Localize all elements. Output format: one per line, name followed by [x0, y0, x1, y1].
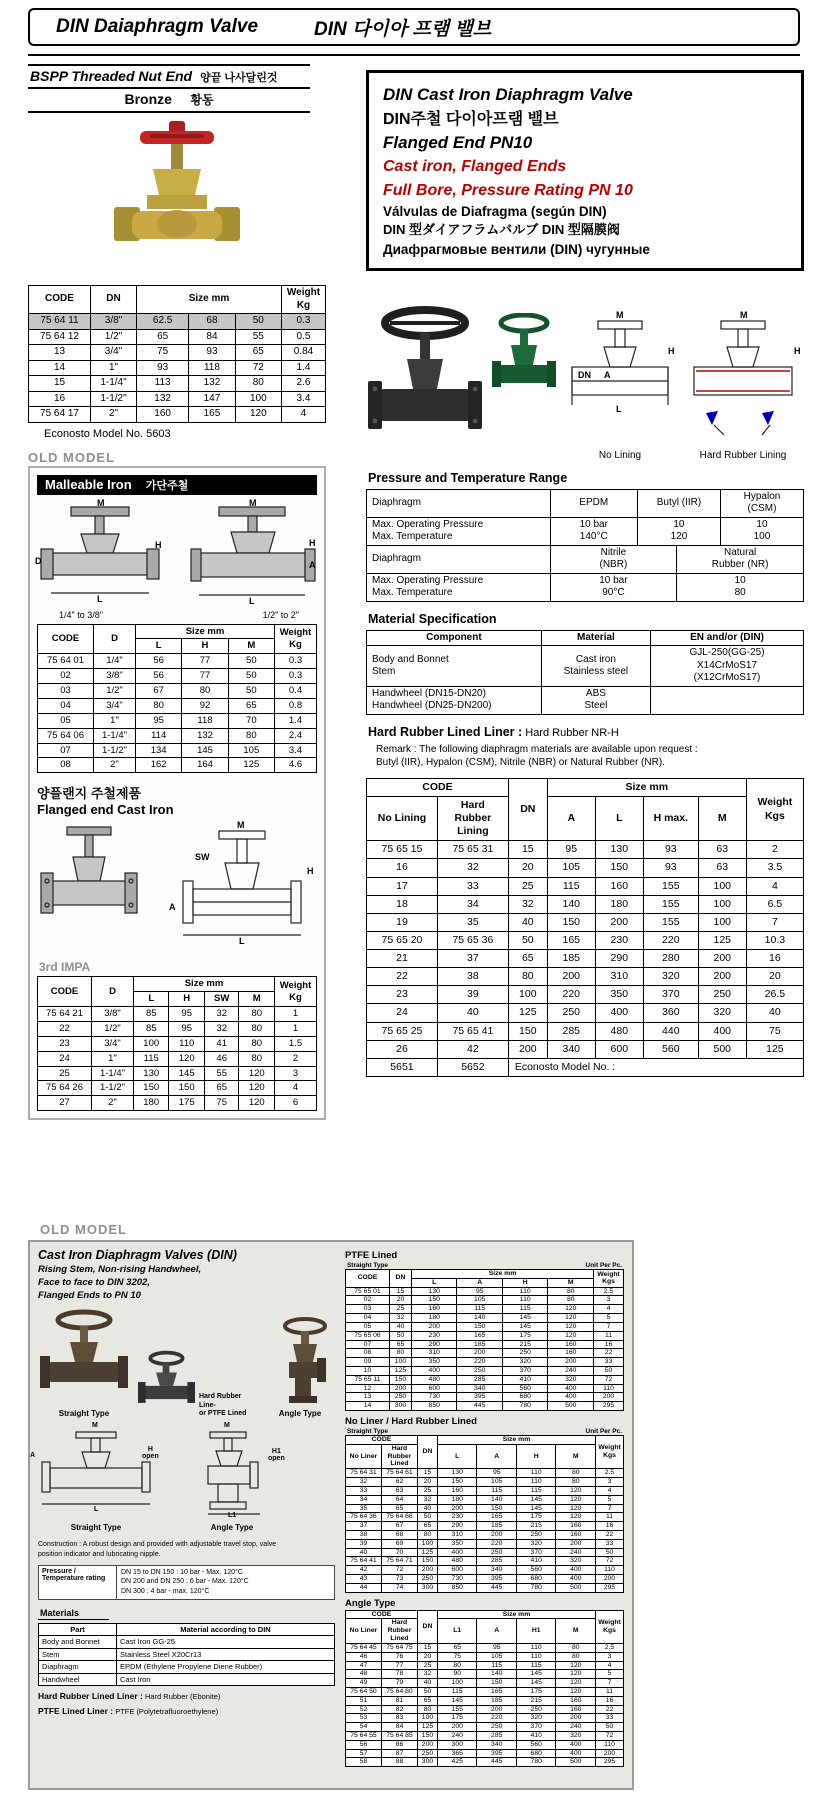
- col-weight: Weight Kgs: [596, 1436, 624, 1469]
- bottom-hard-rubber-rest: Hard Rubber (Ebonite): [144, 1691, 221, 1701]
- bronze-valve-photo: [106, 121, 248, 281]
- table-row: 75 64 17 2" 160 165 120 4: [29, 407, 326, 423]
- noliner-unit-label: Unit Per Pc.: [585, 1428, 622, 1435]
- pt-range-table-2: [366, 545, 804, 602]
- table-row: 10 125 400 250 370 240 50: [345, 1366, 623, 1375]
- table-row: 56 86 200 300 340 560 400 110: [345, 1740, 623, 1749]
- table-row: Handwheel (DN15-DN20) Handwheel (DN25-DN200) ABS Steel: [367, 686, 804, 714]
- table-row: 75 64 41 75 64 71 150 480 285 410 320 72: [345, 1557, 623, 1566]
- dim-M: M: [616, 309, 624, 320]
- table-row: Diaphragm EPDM Butyl (IIR) Hypalon (CSM): [367, 489, 804, 517]
- flanged-valve-photo: [37, 823, 141, 956]
- table-row: 13 3/4" 75 93 65 0.84: [29, 345, 326, 361]
- page-title-box: [28, 8, 800, 46]
- dim-H: H: [309, 537, 316, 548]
- bottom-ptfe-liner-note: [38, 1706, 335, 1716]
- table-row: 49 79 40 100 150 145 120 7: [345, 1679, 623, 1688]
- col-size-mm: Size mm: [134, 977, 275, 992]
- col-weight: Weight Kgs: [594, 1270, 624, 1288]
- dim-M: M: [97, 497, 105, 508]
- table-row: 07 65 290 185 215 160 16: [345, 1340, 623, 1349]
- hard-rubber-photo-block: [138, 1348, 257, 1418]
- pressure-rating-label: Pressure / Temperature rating: [39, 1566, 117, 1599]
- table-row: 42 72 200 600 340 560 400 110: [345, 1566, 623, 1575]
- old-model-box-left: [28, 466, 326, 1121]
- col-A: A: [457, 1278, 503, 1287]
- table-row: 43 73 250 730 395 680 400 200: [345, 1575, 623, 1584]
- table-row: 48 78 32 90 140 145 120 5: [345, 1670, 623, 1679]
- valve-drawing-large: [189, 497, 317, 605]
- range-small-label: 1/4" to 3/8": [59, 609, 103, 620]
- info-line-5: Full Bore, Pressure Rating PN 10: [383, 181, 633, 199]
- col-M: M: [556, 1619, 596, 1643]
- table-row: 53 83 100 175 220 320 200 33: [345, 1714, 623, 1723]
- dim-L: L: [249, 595, 255, 606]
- table-row: 75 65 01 15 130 95 110 80 2.5: [345, 1287, 623, 1296]
- hard-rubber-lining-caption: Hard Rubber Lining: [699, 449, 787, 461]
- col-H: H: [182, 639, 228, 654]
- bottom-ptfe-rest: PTFE (Polytetrafluoroethylene): [115, 1706, 219, 1716]
- table-row: 39 69 100 350 220 320 200 33: [345, 1539, 623, 1548]
- col-weight: Weight Kg: [275, 624, 317, 654]
- table-row: 12 200 600 340 560 400 110: [345, 1384, 623, 1393]
- noliner-sub-row: [345, 1428, 624, 1435]
- pressure-temperature-strip: [38, 1565, 335, 1600]
- table-row: 75 65 20 75 65 36 50 165 230 220 125 10.3: [367, 931, 804, 949]
- col-part: Part: [39, 1624, 117, 1636]
- col-A: A: [477, 1444, 517, 1468]
- table-row: 75 64 11 3/8" 62.5 68 50 0.3: [29, 314, 326, 330]
- col-L: L: [411, 1278, 457, 1287]
- dim-A: A: [169, 902, 176, 913]
- valve-images-row: [366, 281, 804, 461]
- col-code: CODE: [38, 624, 94, 654]
- dim-M: M: [249, 497, 257, 508]
- malleable-iron-en: Malleable Iron: [45, 476, 132, 492]
- col-A: A: [547, 796, 595, 840]
- table-row: 75 64 12 1/2" 65 84 55 0.5: [29, 329, 326, 345]
- bottom-dimension-diagrams: [30, 1422, 335, 1533]
- construction-note: Construction : A robust design and provided with adjustable travel stop, valve position indicator and lubricating nipple.: [38, 1541, 277, 1558]
- green-valve-photo: [492, 313, 556, 409]
- malleable-iron-header: [37, 475, 317, 495]
- table-row: 22 38 80 200 310 320 200 20: [367, 968, 804, 986]
- col-dn: DN: [417, 1436, 437, 1469]
- table-row: Stem Stainless Steel X20Cr13: [39, 1648, 335, 1660]
- dim-M: M: [92, 1422, 98, 1430]
- no-lining-section: [564, 309, 676, 461]
- product-info-box: [366, 70, 804, 271]
- malleable-iron-ko: 가단주철: [145, 479, 189, 492]
- col-dn: DN: [389, 1270, 411, 1288]
- info-line-7: DIN 型ダイアフラムバルブ DIN 型隔膜阀: [383, 222, 620, 238]
- angle-dimension-drawing: [180, 1426, 284, 1518]
- table-row: 75 64 01 1/4" 56 77 50 0.3: [38, 654, 317, 669]
- dim-L: L: [239, 936, 245, 947]
- table-row: 05 40 200 150 145 120 7: [345, 1322, 623, 1331]
- col-A: A: [477, 1619, 517, 1643]
- info-line-1: DIN Cast Iron Diaphragm Valve: [383, 85, 633, 104]
- dim-L: L: [616, 403, 622, 414]
- table-row: 33 63 25 160 115 115 120 4: [345, 1486, 623, 1495]
- flanged-header-en: Flanged end Cast Iron: [37, 802, 174, 818]
- info-line-4: Cast iron, Flanged Ends: [383, 158, 567, 176]
- table-row: 40 70 125 400 250 370 240 50: [345, 1548, 623, 1557]
- bronze-header: [28, 89, 310, 111]
- table-row: 23 3/4" 100 110 41 80 1.5: [38, 1036, 317, 1051]
- hard-rubber-liner-rest: Hard Rubber NR-H: [525, 726, 619, 739]
- bottom-hard-rubber-liner-note: [38, 1691, 335, 1701]
- col-size-mm: Size mm: [547, 778, 746, 796]
- table-row: 15 1-1/4" 113 132 80 2.6: [29, 376, 326, 392]
- title-divider: [28, 54, 800, 56]
- table-row: 27 2" 180 175 75 120 6: [38, 1096, 317, 1111]
- col-size-mm: Size mm: [136, 624, 275, 639]
- main-size-table: [366, 778, 804, 1077]
- col-material-din: Material according to DIN: [117, 1624, 335, 1636]
- table-row: 75 64 06 1-1/4" 114 132 80 2.4: [38, 728, 317, 743]
- table-row: 46 76 20 75 105 110 80 3: [345, 1652, 623, 1661]
- ptfe-straight-label: Straight Type: [346, 1262, 389, 1269]
- col-M: M: [698, 796, 746, 840]
- bottom-photos: [38, 1308, 335, 1418]
- table-row: 75 64 55 75 64 85 150 240 285 410 320 72: [345, 1732, 623, 1741]
- noliner-heading: No Liner / Hard Rubber Lined: [344, 1416, 477, 1427]
- table-row: 75 65 25 75 65 41 150 285 480 440 400 75: [367, 1022, 804, 1040]
- pt-range-table-1: [366, 489, 804, 546]
- table-row: 75 65 11 150 480 285 410 320 72: [345, 1375, 623, 1384]
- col-H: H: [516, 1444, 556, 1468]
- bspp-header: [28, 66, 310, 87]
- angle-dimension-diagram: [180, 1422, 285, 1533]
- table-row: Max. Operating Pressure Max. Temperature 10 bar 140°C 10 120 10 100: [367, 517, 804, 545]
- col-d: D: [92, 977, 134, 1007]
- straight-type-photo-block: [38, 1308, 130, 1418]
- dim-A: A: [604, 369, 611, 380]
- col-L: L: [134, 992, 169, 1007]
- malleable-diagrams: [35, 497, 317, 610]
- table-row: Max. Operating Pressure Max. Temperature 10 bar 90°C 10 80: [367, 573, 804, 601]
- dim-D: D: [35, 555, 42, 566]
- ptfe-sub-row: [345, 1262, 624, 1269]
- dim-H-open: H open: [142, 1446, 159, 1461]
- col-M: M: [556, 1444, 596, 1468]
- bspp-header-ko: 양끝 나사달린것: [200, 72, 278, 84]
- col-hard-rubber-lining: Hard Rubber Lining: [437, 796, 508, 840]
- angle-diagram-caption: Angle Type: [210, 1523, 254, 1533]
- table-row: 13 250 730 395 680 400 200: [345, 1393, 623, 1402]
- table-row: 37 67 65 290 185 215 160 16: [345, 1522, 623, 1531]
- table-row: 17 33 25 115 160 155 100 4: [367, 877, 804, 895]
- table-row: 04 3/4" 80 92 65 0.8: [38, 698, 317, 713]
- materials-heading: Materials: [38, 1608, 109, 1620]
- pressure-rating-values: DN 15 to DN 150 : 10 bar - Max. 120°C DN 200 and DN 250 : 6 bar - Max. 120°C DN 300 : 4 bar - max. 120°C: [121, 1568, 249, 1596]
- table-row: 75 65 06 50 230 165 175 120 11: [345, 1331, 623, 1340]
- remark-note: Remark : The following diaphragm materials are available upon request : Butyl (IIR), Hypalon (CSM), Nitrile (NBR) or Natural Rubber (NR).: [376, 743, 698, 769]
- old-model-label-bottom: OLD MODEL: [40, 1222, 127, 1237]
- flanged-header-ko: 양플랜지 주철제품: [37, 786, 142, 802]
- col-L1: L1: [437, 1619, 477, 1643]
- bottom-left-panel: [30, 1248, 335, 1782]
- table-row: Diaphragm EPDM (Ethylene Propylene Diene Rubber): [39, 1661, 335, 1673]
- table-row: 26 42 200 340 600 560 500 125: [367, 1040, 804, 1058]
- table-row: 08 2" 162 164 125 4.6: [38, 758, 317, 773]
- dim-H: H: [307, 866, 314, 877]
- bronze-valve-photo-wrap: [28, 113, 326, 281]
- table-row: 21 37 65 185 290 280 200 16: [367, 950, 804, 968]
- table-row: 02 3/8" 56 77 50 0.3: [38, 669, 317, 684]
- valve-drawing-small: [37, 497, 165, 605]
- table-row: 24 1" 115 120 46 80 2: [38, 1051, 317, 1066]
- col-dn: DN: [417, 1610, 437, 1643]
- dim-L: L: [94, 1506, 99, 1514]
- table-row: 16 32 20 105 150 93 63 3.5: [367, 859, 804, 877]
- hard-rubber-lining-drawing: [684, 309, 802, 443]
- bspp-header-en: BSPP Threaded Nut End: [30, 68, 193, 84]
- straight-dimension-drawing: [38, 1426, 154, 1518]
- col-size-mm: Size mm: [137, 286, 282, 314]
- col-weight: Weight Kg: [282, 286, 326, 314]
- dim-A: A: [30, 1452, 36, 1460]
- col-component: Component: [367, 630, 542, 646]
- info-line-6: Válvulas de Diafragma (según DIN): [383, 203, 607, 219]
- page-title-ko: DIN 다이아 프램 밸브: [314, 18, 492, 40]
- table-row: 47 77 25 80 115 115 120 4: [345, 1661, 623, 1670]
- table-row: 07 1-1/2" 134 145 105 3.4: [38, 743, 317, 758]
- col-code-group: CODE: [345, 1436, 417, 1445]
- bottom-hard-rubber-bold: Hard Rubber Lined Liner :: [38, 1690, 143, 1701]
- table-row: 19 35 40 150 200 155 100 7: [367, 913, 804, 931]
- lined-valve-caption: Hard Rubber Line- or PTFE Lined: [198, 1393, 247, 1418]
- cast-iron-valve-photo: [366, 305, 484, 461]
- dim-DN: DN: [578, 369, 591, 380]
- ptfe-lined-heading: PTFE Lined: [344, 1250, 398, 1261]
- material-spec-table: [366, 630, 804, 715]
- table-row: 14 300 850 445 780 500 295: [345, 1402, 623, 1411]
- info-line-2: DIN주철 다이아프램 밸브: [383, 110, 559, 128]
- table-row: 34 64 32 180 140 145 120 5: [345, 1495, 623, 1504]
- table-row: 32 62 20 150 105 110 80 3: [345, 1478, 623, 1487]
- col-M: M: [239, 992, 275, 1007]
- dim-L: L: [97, 593, 103, 604]
- table-row: 44 74 300 850 445 780 500 295: [345, 1583, 623, 1592]
- straight-type-caption: Straight Type: [58, 1409, 110, 1419]
- dim-M: M: [237, 820, 245, 831]
- table-row: 51 81 65 145 185 215 160 16: [345, 1696, 623, 1705]
- table-row: 23 39 100 220 350 370 250 26.5: [367, 986, 804, 1004]
- col-h-max: H max.: [643, 796, 698, 840]
- col-no-liner: No Liner: [345, 1619, 381, 1643]
- footer-econosto: Econosto Model No. :: [508, 1058, 803, 1076]
- angle-type-heading: Angle Type: [344, 1597, 396, 1609]
- impa-label: 3rd IMPA: [39, 960, 91, 975]
- flanged-diagrams: [37, 820, 317, 956]
- col-weight: Weight Kg: [275, 977, 317, 1007]
- table-row: 09 100 350 220 320 200 33: [345, 1358, 623, 1367]
- table-row: 57 87 250 365 395 680 400 200: [345, 1749, 623, 1758]
- table-row: 25 1-1/4" 130 145 55 120 3: [38, 1066, 317, 1081]
- angle-type-photo-block: [265, 1316, 335, 1418]
- col-en-din: EN and/or (DIN): [651, 630, 804, 646]
- table-row: 03 1/2" 67 80 50 0.4: [38, 684, 317, 699]
- col-size-mm: Size mm: [437, 1610, 595, 1619]
- bottom-right-panel: [345, 1248, 624, 1782]
- dim-L1: L1: [228, 1512, 237, 1520]
- lined-valve-photo: [138, 1348, 195, 1418]
- col-hard-rubber-lined: Hard Rubber Lined: [381, 1444, 417, 1468]
- bronze-header-en: Bronze: [124, 91, 172, 107]
- footer-code-2: 5652: [437, 1058, 508, 1076]
- straight-type-photo: [38, 1308, 130, 1404]
- col-L: L: [437, 1444, 477, 1468]
- table-row: 05 1" 95 118 70 1.4: [38, 713, 317, 728]
- flanged-dimension-diagram: [167, 820, 317, 956]
- col-H1: H1: [516, 1619, 556, 1643]
- table-row: 75 64 50 75 64 80 50 115 165 175 120 11: [345, 1687, 623, 1696]
- col-code: CODE: [38, 977, 92, 1007]
- size-range-labels: [37, 610, 317, 624]
- col-dn: DN: [508, 778, 547, 841]
- table-row: 14 1" 93 118 72 1.4: [29, 360, 326, 376]
- table-row: 24 40 125 250 400 360 320 40: [367, 1004, 804, 1022]
- col-SW: SW: [204, 992, 239, 1007]
- dim-A: A: [309, 559, 316, 570]
- col-L: L: [595, 796, 643, 840]
- col-size-mm: Size mm: [411, 1270, 593, 1279]
- bottom-ptfe-bold: PTFE Lined Liner :: [38, 1705, 114, 1716]
- col-H: H: [169, 992, 204, 1007]
- flanged-valve-drawing: [37, 823, 141, 951]
- hard-rubber-lining-section: [684, 309, 802, 461]
- impa-size-table: [37, 976, 317, 1111]
- col-d: D: [94, 624, 136, 654]
- col-M: M: [548, 1278, 594, 1287]
- col-code-group: CODE: [345, 1610, 417, 1619]
- dim-M: M: [740, 309, 748, 320]
- noliner-size-table: [345, 1435, 624, 1593]
- table-row: 75 64 31 75 64 61 15 130 95 110 80 2.5: [345, 1469, 623, 1478]
- table-row: 75 64 26 1-1/2" 150 150 65 120 4: [38, 1081, 317, 1096]
- col-code: CODE: [29, 286, 91, 314]
- col-weight: Weight Kgs: [746, 778, 803, 841]
- col-M: M: [228, 639, 274, 654]
- malleable-diagram-large: [189, 497, 317, 610]
- malleable-size-table: [37, 624, 317, 774]
- col-H: H: [502, 1278, 548, 1287]
- col-L: L: [136, 639, 182, 654]
- straight-dimension-diagram: [30, 1422, 159, 1533]
- angle-type-photo: [265, 1316, 335, 1404]
- table-row: 16 1-1/2" 132 147 100 3.4: [29, 391, 326, 407]
- table-row: Diaphragm Nitrile (NBR) Natural Rubber (NR): [367, 545, 804, 573]
- table-row: 08 80 310 200 250 160 22: [345, 1349, 623, 1358]
- dim-H: H: [155, 539, 162, 550]
- material-spec-heading: Material Specification: [368, 611, 497, 626]
- col-code: CODE: [345, 1270, 389, 1288]
- table-row: 35 65 40 200 150 145 120 7: [345, 1504, 623, 1513]
- table-row: 75 64 21 3/8" 85 95 32 80 1: [38, 1007, 317, 1022]
- info-line-3: Flanged End PN10: [383, 132, 533, 152]
- no-lining-caption: No Lining: [598, 449, 642, 461]
- angle-size-table: [345, 1610, 624, 1768]
- col-size-mm: Size mm: [437, 1436, 595, 1445]
- straight-diagram-caption: Straight Type: [70, 1523, 122, 1533]
- range-large-label: 1/2" to 2": [262, 609, 299, 620]
- table-row: Body and Bonnet Stem Cast iron Stainless steel GJL-250(GG-25) X14CrMoS17 (X12CrMoS17): [367, 646, 804, 687]
- bottom-title: Cast Iron Diaphragm Valves (DIN): [38, 1248, 237, 1262]
- dim-H: H: [668, 345, 675, 356]
- bronze-header-ko: 황동: [190, 93, 214, 107]
- table-row: 75 64 36 75 64 66 50 230 165 175 120 11: [345, 1513, 623, 1522]
- flanged-dimension-drawing: [167, 820, 317, 951]
- pt-range-heading: Pressure and Temperature Range: [368, 470, 568, 485]
- left-column: [28, 64, 326, 1120]
- table-row: 75 65 15 75 65 31 15 95 130 93 63 2: [367, 841, 804, 859]
- col-weight: Weight Kgs: [596, 1610, 624, 1643]
- bronze-size-table: [28, 285, 326, 423]
- malleable-diagram-small: [35, 497, 165, 610]
- old-model-box-bottom: [28, 1240, 634, 1790]
- table-row: 02 20 150 105 110 80 3: [345, 1296, 623, 1305]
- col-dn: DN: [91, 286, 137, 314]
- dim-M: M: [224, 1422, 230, 1430]
- table-row: Body and Bonnet Cast Iron GG-25: [39, 1636, 335, 1648]
- flanged-header: [37, 783, 317, 817]
- econosto-model-note: Econosto Model No. 5603: [44, 427, 171, 440]
- ptfe-unit-label: Unit Per Pc.: [585, 1262, 622, 1269]
- hard-rubber-liner-note: [368, 725, 804, 739]
- col-material: Material: [541, 630, 650, 646]
- col-hard-rubber-lined: Hard Rubber Lined: [381, 1619, 417, 1643]
- dim-SW: SW: [195, 852, 210, 863]
- col-code-group: CODE: [367, 778, 509, 796]
- table-row: 18 34 32 140 180 155 100 6.5: [367, 895, 804, 913]
- dim-H1-open: H1 open: [268, 1448, 285, 1463]
- table-row: Handwheel Cast Iron: [39, 1673, 335, 1685]
- bottom-subtitle: Rising Stem, Non-rising Handwheel, Face to face to DIN 3202, Flanged Ends to PN 10: [38, 1264, 202, 1301]
- table-row: 38 68 80 310 200 250 160 22: [345, 1530, 623, 1539]
- table-row: 04 32 180 140 145 120 5: [345, 1314, 623, 1323]
- page-title-en: DIN Daiaphragm Valve: [56, 16, 259, 37]
- table-row: 03 25 160 115 115 120 4: [345, 1305, 623, 1314]
- table-row: 58 88 300 425 445 780 500 295: [345, 1758, 623, 1767]
- col-no-lining: No Lining: [367, 796, 438, 840]
- angle-type-caption: Angle Type: [278, 1409, 322, 1419]
- table-row: 75 64 45 75 64 75 15 65 95 110 80 2.5: [345, 1643, 623, 1652]
- old-model-label-left: OLD MODEL: [28, 449, 115, 465]
- col-no-liner: No Liner: [345, 1444, 381, 1468]
- ptfe-size-table: [345, 1269, 624, 1411]
- table-row: 52 82 80 155 200 250 160 22: [345, 1705, 623, 1714]
- right-column: [366, 70, 804, 1077]
- info-line-8: Диафрагмовые вентили (DIN) чугунные: [383, 242, 650, 258]
- footer-code-1: 5651: [367, 1058, 438, 1076]
- hard-rubber-liner-bold: Hard Rubber Lined Liner :: [368, 724, 523, 739]
- table-row: 22 1/2" 85 95 32 80 1: [38, 1021, 317, 1036]
- table-row: 54 84 125 200 250 370 240 50: [345, 1723, 623, 1732]
- dim-H: H: [794, 345, 801, 356]
- econosto-footer-row: [367, 1058, 804, 1076]
- materials-table: [38, 1623, 335, 1686]
- noliner-straight-label: Straight Type: [346, 1428, 389, 1435]
